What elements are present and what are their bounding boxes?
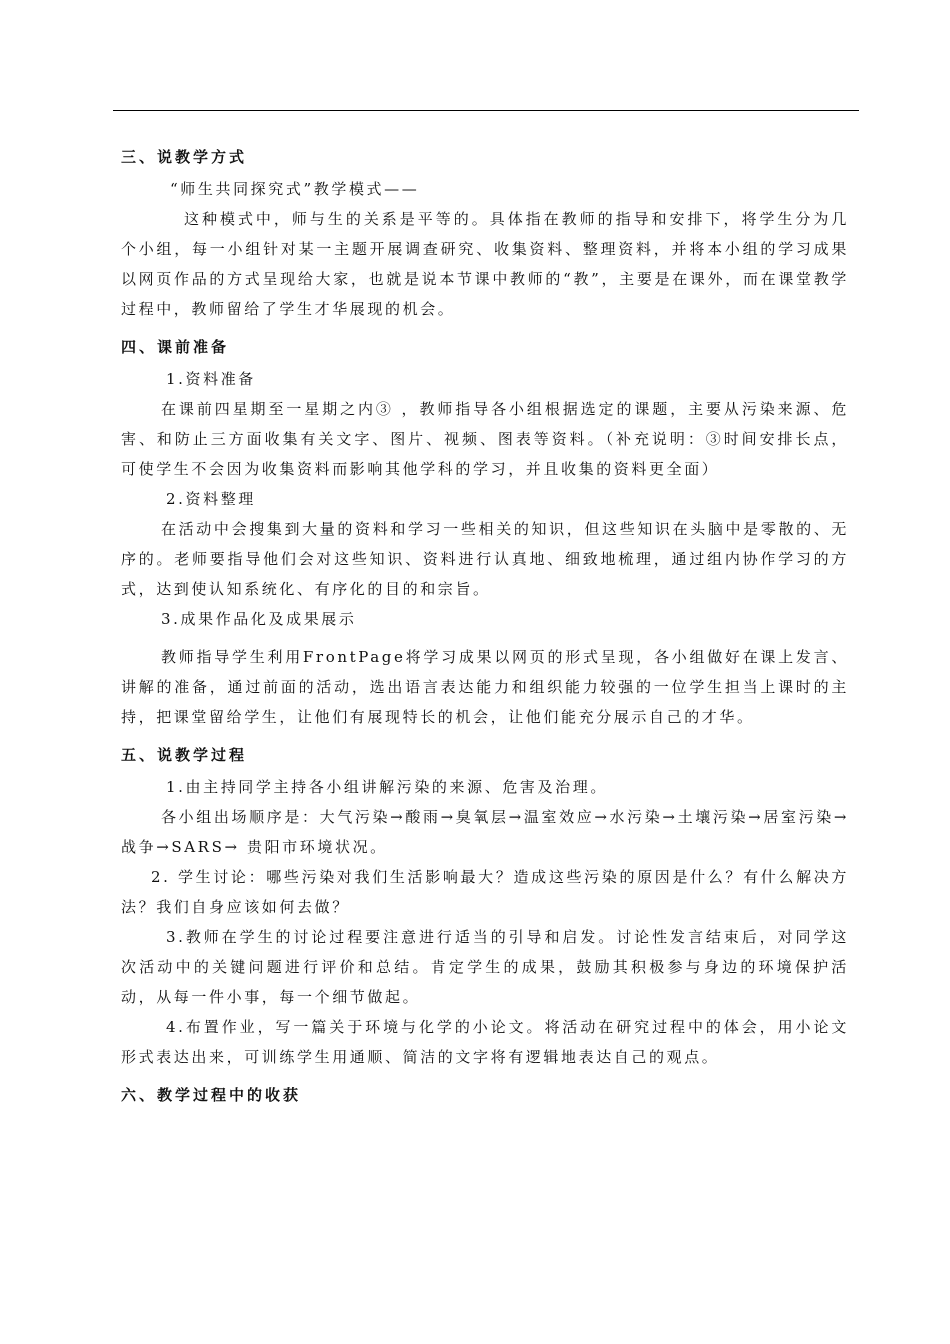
section-3-heading: 三、说教学方式 <box>121 148 248 166</box>
document-body <box>121 146 849 1112</box>
process-step-2: 2. 学生讨论：哪些污染对我们生活影响最大？造成这些污染的原因是什么？有什么解决方法？我们自身应该如何去做？ <box>121 868 849 916</box>
item-3-paragraph: 教师指导学生利用FrontPage将学习成果以网页的形式呈现，各小组做好在课上发言、讲解的准备，通过前面的活动，选出语言表达能力和组织能力较强的一位学生担当上课时的主持，把课堂留给学生，让他们有展现特长的机会，让他们能充分展示自己的才华。 <box>121 648 849 726</box>
teaching-mode-paragraph: 这种模式中，师与生的关系是平等的。具体指在教师的指导和安排下，将学生分为几个小组，每一小组针对某一主题开展调查研究、收集资料、整理资料，并将本小组的学习成果以网页作品的方式呈现给大家，也就是说本节课中教师的“教”，主要是在课外，而在课堂教学过程中，教师留给了学生才华展现的机会。 <box>121 210 849 318</box>
item-1-title: 1.资料准备 <box>166 370 256 388</box>
section-5-heading: 五、说教学过程 <box>121 746 248 764</box>
item-3-title: 3.成果作品化及成果展示 <box>161 610 357 628</box>
item-2-paragraph: 在活动中会搜集到大量的资料和学习一些相关的知识，但这些知识在头脑中是零散的、无序的。老师要指导他们会对这些知识、资料进行认真地、细致地梳理，通过组内协作学习的方式，达到使认知系统化、有序化的目的和宗旨。 <box>121 520 849 598</box>
item-1-paragraph: 在课前四星期至一星期之内③ ，教师指导各小组根据选定的课题，主要从污染来源、危害、和防止三方面收集有关文字、图片、视频、图表等资料。（补充说明：③时间安排长点，可使学生不会因为收集资料而影响其他学科的学习，并且收集的资料更全面） <box>121 400 849 478</box>
process-step-1: 1.由主持同学主持各小组讲解污染的来源、危害及治理。 <box>166 778 608 796</box>
section-6-heading: 六、教学过程中的收获 <box>121 1086 302 1104</box>
process-order: 各小组出场顺序是：大气污染→酸雨→臭氧层→温室效应→水污染→土壤污染→居室污染→战争→SARS→ 贵阳市环境状况。 <box>121 808 849 856</box>
process-step-4: 4.布置作业，写一篇关于环境与化学的小论文。将活动在研究过程中的体会，用小论文形式表达出来，可训练学生用通顺、简洁的文字将有逻辑地表达自己的观点。 <box>121 1018 849 1066</box>
header-rule <box>113 110 859 111</box>
process-step-3: 3.教师在学生的讨论过程要注意进行适当的引导和启发。讨论性发言结束后，对同学这次活动中的关键问题进行评价和总结。肯定学生的成果，鼓励其积极参与身边的环境保护活动，从每一件小事，每一个细节做起。 <box>121 928 849 1006</box>
teaching-mode-title: “师生共同探究式”教学模式—— <box>170 180 420 198</box>
item-2-title: 2.资料整理 <box>166 490 256 508</box>
section-4-heading: 四、课前准备 <box>121 338 230 356</box>
